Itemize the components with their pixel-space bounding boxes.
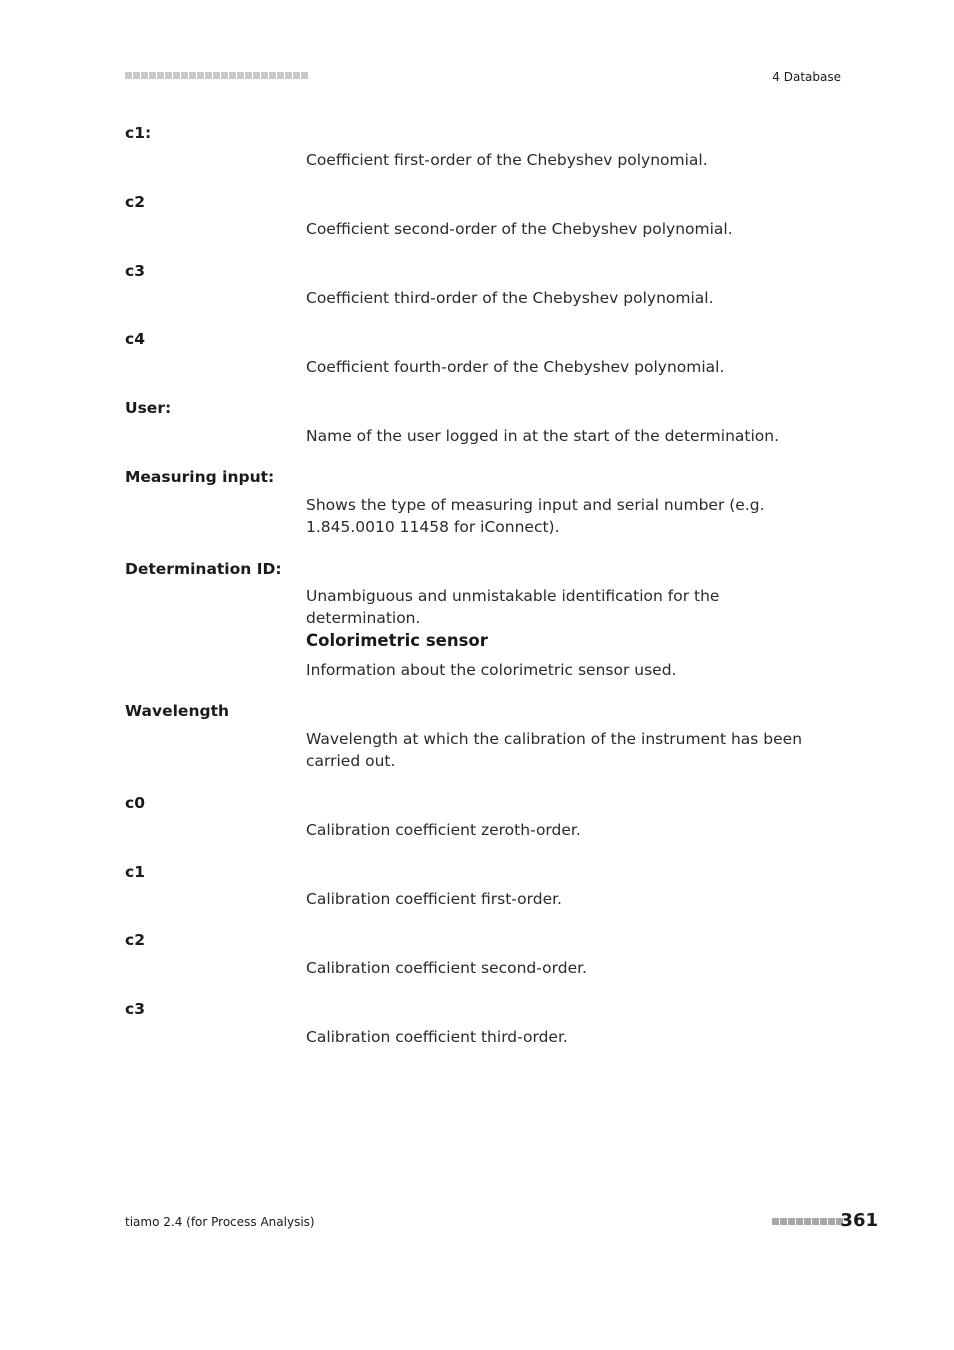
entry-desc-measuring-input: Shows the type of measuring input and serial number (e.g. 1.845.0010 11458 for iConnect). bbox=[306, 496, 765, 536]
footer-decoration bbox=[772, 1218, 843, 1225]
entry-term-c1-calibration: c1 bbox=[125, 863, 145, 881]
chapter-title: 4 Database bbox=[772, 70, 841, 84]
entry-term-user: User: bbox=[125, 399, 172, 417]
entry-desc-c2-chebyshev: Coefficient second-order of the Chebyshev polynomial. bbox=[306, 220, 733, 238]
entry-desc-c2-calibration: Calibration coefficient second-order. bbox=[306, 959, 587, 977]
entry-term-determination-id: Determination ID: bbox=[125, 560, 282, 578]
entry-term-measuring-input: Measuring input: bbox=[125, 468, 275, 486]
entry-desc-c1-calibration: Calibration coefficient first-order. bbox=[306, 890, 562, 908]
page-number: 361 bbox=[840, 1210, 878, 1231]
section-desc-colorimetric-sensor: Information about the colorimetric sensor used. bbox=[306, 661, 677, 679]
entry-desc-c4-chebyshev: Coefficient fourth-order of the Chebyshev polynomial. bbox=[306, 358, 725, 376]
section-title-colorimetric-sensor: Colorimetric sensor bbox=[306, 631, 488, 650]
entry-term-c0-calibration: c0 bbox=[125, 794, 145, 812]
entry-term-c3-chebyshev: c3 bbox=[125, 262, 145, 280]
entry-term-c2-chebyshev: c2 bbox=[125, 193, 145, 211]
entry-desc-user: Name of the user logged in at the start of the determination. bbox=[306, 427, 780, 445]
entry-desc-c1-chebyshev: Coefficient first-order of the Chebyshev polynomial. bbox=[306, 151, 708, 169]
entry-desc-c3-chebyshev: Coefficient third-order of the Chebyshev polynomial. bbox=[306, 289, 714, 307]
entry-term-c3-calibration: c3 bbox=[125, 1000, 145, 1018]
entry-desc-determination-id: Unambiguous and unmistakable identification for the determination. bbox=[306, 587, 720, 627]
entry-term-c4-chebyshev: c4 bbox=[125, 330, 145, 348]
entry-desc-c3-calibration: Calibration coefficient third-order. bbox=[306, 1028, 568, 1046]
header-decoration bbox=[125, 72, 308, 79]
entry-desc-c0-calibration: Calibration coefficient zeroth-order. bbox=[306, 821, 581, 839]
entry-term-c1-chebyshev: c1: bbox=[125, 124, 152, 142]
entry-desc-wavelength: Wavelength at which the calibration of the instrument has been carried out. bbox=[306, 730, 803, 770]
footer-product-name: tiamo 2.4 (for Process Analysis) bbox=[125, 1215, 315, 1229]
entry-term-c2-calibration: c2 bbox=[125, 931, 145, 949]
entry-term-wavelength: Wavelength bbox=[125, 702, 230, 720]
